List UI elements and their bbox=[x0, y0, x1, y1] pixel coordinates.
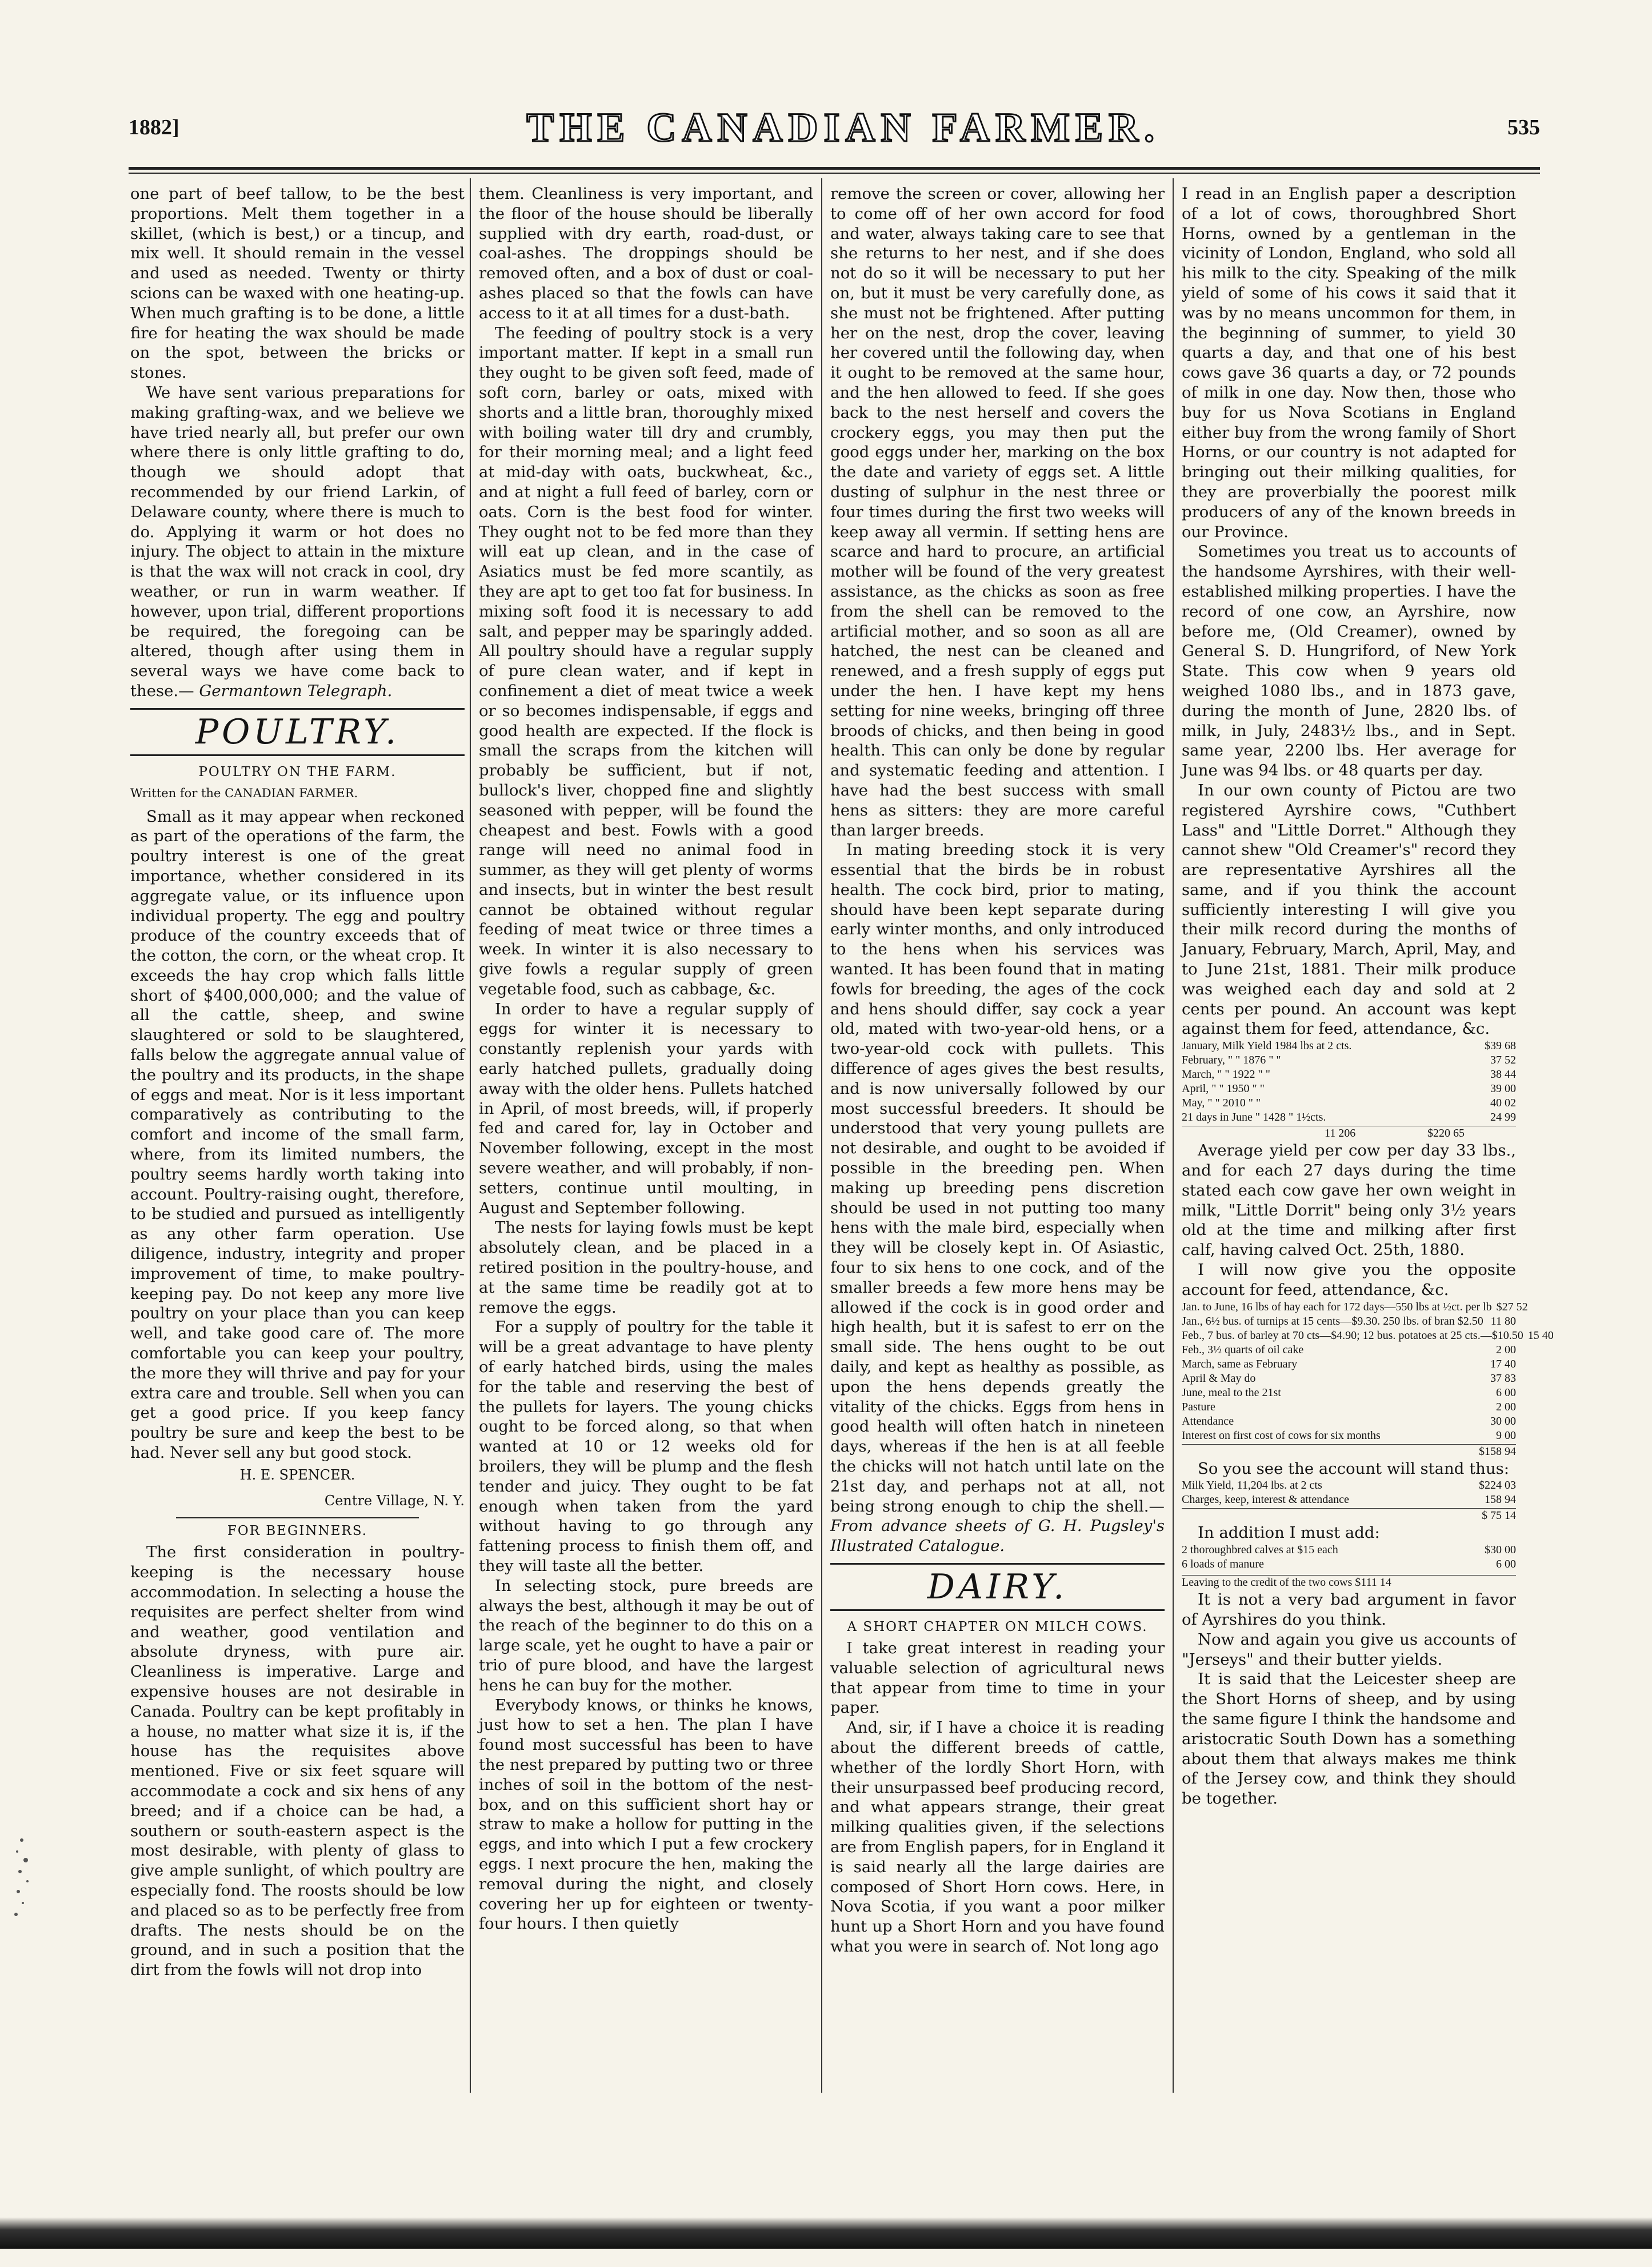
table-row bbox=[1182, 1414, 1516, 1429]
page-header bbox=[129, 104, 1540, 150]
paragraph: It is said that the Leicester sheep are the Short Horns of sheep, and by using the same figure I think the handsome and aristocratic South Down has a something about them that always makes me think of the Jersey cow, and think they should be together. bbox=[1182, 1670, 1516, 1808]
paragraph: The first consideration in poultry-keeping is the necessary house accommodation. In selecting a house the requisites are perfect shelter from wind and weather, good ventilation and absolute dryness, with pure air. Cleanliness is imperative. Large and expensive houses are not desirable in Canada. Poultry can be kept profitably in a house, no matter what size it is, if the house has the requisites above mentioned. Five or six feet square will accommodate a cock and six hens of any breed; and if a choice can be had, a southern or south-eastern aspect is the most desirable, with plenty of glass to give ample sunlight, of which poultry are especially fond. The roosts should be low and placed so as to be perfectly free from drafts. The nests should be on the ground, and in such a position that the dirt from the fowls will not drop into bbox=[130, 1543, 465, 1980]
table-row bbox=[1182, 1478, 1516, 1493]
row-amount: 40 02 bbox=[1490, 1097, 1516, 1110]
row-label: 21 days in June " 1428 " 1½cts. bbox=[1182, 1111, 1326, 1124]
row-label: Feb., 7 bus. of barley at 70 cts—$4.90; 12 bus. potatoes at 25 cts.—$10.50 bbox=[1182, 1329, 1523, 1342]
row-label: March, same as February bbox=[1182, 1357, 1298, 1370]
table-row bbox=[1182, 1096, 1516, 1110]
author-name: H. E. SPENCER. bbox=[239, 1466, 355, 1483]
header-rule-thin bbox=[129, 173, 1540, 174]
column-4 bbox=[1182, 184, 1554, 2098]
total-amount: $220 65 bbox=[1427, 1127, 1465, 1140]
paragraph: In our own county of Pictou are two registered Ayrshire cows, "Cuthbert Lass" and "Little Dorret." Although they cannot shew "Old Creamer's" record they are representative Ayrshires all the same, and if you think the account sufficiently interesting I will give you their milk record during the months of January, February, March, April, May, and to June 21st, 1881. Their milk produce was weighed each day and sold at 2 cents per pound. An account was kept against them for feed, attendance, &c. bbox=[1182, 781, 1516, 1038]
row-label: Pasture bbox=[1182, 1400, 1215, 1413]
row-label: April, " " 1950 " " bbox=[1182, 1082, 1265, 1095]
table-row bbox=[1182, 1039, 1516, 1053]
row-label: April & May do bbox=[1182, 1372, 1256, 1385]
row-amount: $39 68 bbox=[1485, 1039, 1516, 1053]
paragraph: So you see the account will stand thus: bbox=[1198, 1459, 1509, 1478]
row-amount: 9 00 bbox=[1496, 1429, 1516, 1442]
row-label: Attendance bbox=[1182, 1414, 1234, 1428]
total-lbs: 11 206 bbox=[1325, 1127, 1356, 1140]
column-1 bbox=[130, 184, 465, 2098]
paragraph: I read in an English paper a description of a lot of cows, thoroughbred Short Horns, owned by a gentleman in the vicinity of London, England, who sold all his milk to the city. Speaking of the milk yield of some of his cows it said that it was by no means uncommon for them, in the beginning of summer, to yield 30 quarts a day, and that one of his best cows gave 36 quarts a day, or 72 pounds of milk in one day. Now then, those who buy for us Nova Scotians in England either buy from the wrong family of Short Horns, or our country is not adapted for bringing out their milking qualities, for they are proverbially the poorest milk producers of any of the known breeds in our Province. bbox=[1182, 185, 1516, 541]
row-label: May, " " 2010 " " bbox=[1182, 1097, 1261, 1110]
paragraph: I take great interest in reading your valuable selection of agricultural news that appear from time to time in your paper. bbox=[830, 1638, 1165, 1717]
row-amount: 37 83 bbox=[1490, 1372, 1516, 1385]
table-row bbox=[1182, 1557, 1516, 1572]
paragraph: In addition I must add: bbox=[1198, 1524, 1380, 1542]
row-label: March, " " 1922 " " bbox=[1182, 1068, 1270, 1081]
row-amount: 37 52 bbox=[1490, 1054, 1516, 1067]
row-label: Charges, keep, interest & attendance bbox=[1182, 1493, 1349, 1506]
header-rule bbox=[129, 167, 1540, 170]
paragraph: I will now give you the opposite account for feed, attendance, &c. bbox=[1182, 1261, 1516, 1299]
column-3 bbox=[830, 184, 1165, 2098]
column-2 bbox=[479, 184, 813, 2098]
paragraph: And, sir, if I have a choice it is reading about the different breeds of cattle, whether of the lordly Short Horn, with their unsurpassed beef producing record, and what appears strange, their great milking qualities given, if the selections are from English papers, for in England it is said nearly all the large dairies are composed of Short Horn cows. Here, in Nova Scotia, if you want a poor milker hunt up a Short Horn and you have found what you were in search of. Not long ago bbox=[830, 1718, 1165, 1956]
row-label: June, meal to the 21st bbox=[1182, 1386, 1281, 1399]
table-row bbox=[1182, 1386, 1516, 1400]
row-amount: $224 03 bbox=[1479, 1479, 1516, 1492]
feed-account-table bbox=[1182, 1300, 1554, 1459]
row-amount: $30 00 bbox=[1485, 1544, 1516, 1557]
paragraph: Average yield per cow per day 33 lbs., and for each 27 days during the time stated each cow gave her own weight in milk, "Little Dorrit" being only 3½ years old at the time and milking after first calf, having calved Oct. 25th, 1880. bbox=[1182, 1141, 1516, 1260]
paragraph: For a supply of poultry for the table it will be a great advantage to have plenty of early hatched birds, using the males for the table and reserving the best of the pullets for layers. The young chicks ought to be forced along, so that when wanted at 10 or 12 weeks old for broilers, they will be plump and the flesh tender and juicy. They ought to be fat enough when taken from the yard without having to go through any fattening process to finish them off, and they will taste all the better. bbox=[479, 1318, 813, 1575]
row-amount: 15 40 bbox=[1527, 1329, 1554, 1342]
milk-record-table bbox=[1182, 1039, 1516, 1141]
balance-table bbox=[1182, 1478, 1516, 1523]
table-row bbox=[1182, 1300, 1528, 1314]
row-label: February, " " 1876 " " bbox=[1182, 1054, 1281, 1067]
row-label: Milk Yield, 11,204 lbs. at 2 cts bbox=[1182, 1479, 1322, 1492]
paragraph-text: We have sent various preparations for making grafting-wax, and we believe we have tried nearly all, but prefer our own where there is only little grafting to do, though we should adopt that recommended by our friend Larkin, of Delaware county, where there is much to do. Applying it warm or hot does no injury. The object to attain in the mixture is that the wax will not crack in cool, dry weather, or run in warm weather. If however, upon trial, different proportions be required, the foregoing can be altered, though after using them in several ways we have come back to these.— bbox=[130, 383, 465, 700]
table-row bbox=[1182, 1314, 1516, 1329]
row-amount: 38 44 bbox=[1490, 1068, 1516, 1081]
table-row bbox=[1182, 1067, 1516, 1082]
row-label: Interest on first cost of cows for six months bbox=[1182, 1429, 1381, 1442]
table-total: $158 94 bbox=[1182, 1444, 1516, 1459]
paragraph: Now and again you give us accounts of "Jerseys" and their butter yields. bbox=[1182, 1630, 1516, 1669]
column-divider bbox=[821, 178, 822, 2093]
paragraph bbox=[830, 840, 1165, 1556]
paragraph: Small as it may appear when reckoned as part of the operations of the farm, the poultry interest is one of the great importance, whether considered in its aggregate value, or its influence upon individual property. The egg and poultry produce of the country exceeds that of the cotton, the corn, or the wheat crop. It exceeds the hay crop which falls little short of $400,000,000; and the value of all the cattle, sheep, and swine slaughtered or sold to be slaughtered, falls below the aggregate annual value of the poultry and its products, in the shape of eggs and meat. Nor is it less important comparatively as contributing to the comfort and income of the small farm, where, from its limited numbers, the poultry seems hardly worth taking into account. Poultry-raising ought, therefore, to be studied and pursued as intelligently as any other farm operation. Use diligence, industry, integrity and proper improvement of time, to make poultry-keeping pay. Do not keep any more live poultry on your place than you can keep well, and take good care of. The more comfortable you can keep your poultry, the more they will thrive and pay for your extra care and trouble. Sell when you can get a good price. If you keep fancy poultry be sure and keep the best to be had. Never sell any but good stock. bbox=[130, 807, 465, 1462]
paragraph-text: In mating breeding stock it is very essential that the birds be in robust health. The cock bird, prior to mating, should have been kept separate during early winter months, and only introduced to the hens when his services was wanted. It has been found that in mating fowls for breeding, the ages of the cock and hens should differ, say cock a year old, mated with two-year-old hens, or a two-year-old cock with pullets. This difference of ages gives the best results, and is now universally followed by our most successful breeders. It should be understood that very young pullets are not desirable, and ought to be avoided if possible in the breeding pen. When making up breeding pens discretion should be used in not putting too many hens with the male bird, especially when they will be closely kept in. Of Asiastic, four to six hens to one cock, and of the smaller breeds a few more hens may be allowed if the cock is in good order and high health, but it is safest to err on the small side. The hens ought to be out daily, and kept as healthy as possible, as upon the hens depends greatly the vitality of the chicks. Eggs from hens in good health will often hatch in nineteen days, whereas if the hen is at all feeble the chicks will not hatch until late on the 21st day, and perhaps not at all, not being strong enough to chip the shell.— bbox=[830, 841, 1165, 1516]
paragraph: them. Cleanliness is very important, and the floor of the house should be liberally supplied with dry earth, road-dust, or coal-ashes. The droppings should be removed often, and a box of dust or coal-ashes placed so that the fowls can have access to it at all times for a dust-bath. bbox=[479, 185, 813, 322]
row-label: 6 loads of manure bbox=[1182, 1558, 1264, 1571]
page-number: 535 bbox=[1507, 115, 1540, 139]
row-label: January, Milk Yield 1984 lbs at 2 cts. bbox=[1182, 1039, 1352, 1053]
row-amount: 30 00 bbox=[1490, 1414, 1516, 1428]
margin-specks-icon bbox=[6, 1829, 37, 1926]
table-row bbox=[1182, 1400, 1516, 1414]
row-amount: 17 40 bbox=[1490, 1357, 1516, 1370]
row-label: Jan. to June, 16 lbs of hay each for 172 days—550 lbs at ½ct. per lb bbox=[1182, 1300, 1492, 1313]
paragraph: remove the screen or cover, allowing her to come off of her own accord for food and water, always taking care to see that she returns to her nest, and if she does not do so it will be necessary to put her on, but it must be very carefully done, as she must not be frightened. After putting her on the nest, drop the cover, leaving her covered until the following day, when it ought to be removed at the same hour, and the hen allowed to feed. If she goes back to the nest herself and covers the crockery eggs, you may then put the good eggs under her, marking on the box the date and variety of eggs set. A little dusting of sulphur in the nest three or four times during the first two weeks will keep away all vermin. If setting hens are scarce and hard to procure, an artificial mother will be found of the very greatest assistance, as the chicks as soon as free from the shell can be removed to the artificial mother, and so soon as all are hatched, the nest can be cleaned and renewed, and a fresh supply of eggs put under the hen. I have kept my hens setting for nine weeks, bringing off three broods of chicks, and then being in good health. This can only be done by regular and systematic feeding and attention. I have had the best success with small hens as sitters: they are more careful than larger breeds. bbox=[830, 185, 1165, 839]
table-row bbox=[1182, 1429, 1516, 1443]
row-label: Jan., 6½ bus. of turnips at 15 cents—$9.30. 250 lbs. of bran $2.50 bbox=[1182, 1314, 1483, 1328]
credit-line: Leaving to the credit of the two cows $111 14 bbox=[1182, 1575, 1516, 1590]
paragraph: one part of beef tallow, to be the best proportions. Melt them together in a skillet, (which is best,) or a tincup, and mix well. It should remain in the vessel and used as needed. Twenty or thirty scions can be waxed with one heating-up. When much grafting is to be done, a little fire for heating the wax should be made on the spot, between the bricks or stones. bbox=[130, 185, 465, 382]
paragraph bbox=[130, 383, 465, 701]
paragraph: It is not a very bad argument in favor of Ayrshires do you think. bbox=[1182, 1590, 1516, 1629]
paragraph: Sometimes you treat us to accounts of the handsome Ayrshires, with their well-established milking properties. I have the record of one cow, an Ayrshire, now before me, (Old Creamer), owned by General S. D. Hungriford, of New York State. This cow when 9 years old weighed 1080 lbs., and in 1873 gave, during the month of June, 2820 lbs. of milk, in July, 2483½ lbs., and in Sept. same year, 2200 lbs. Her average for June was 94 lbs. or 48 quarts per day. bbox=[1182, 542, 1516, 780]
table-row bbox=[1182, 1329, 1554, 1343]
article-title: POULTRY ON THE FARM. bbox=[198, 764, 397, 779]
row-amount: 158 94 bbox=[1485, 1493, 1516, 1506]
byline: Written for the CANADIAN FARMER. bbox=[130, 786, 358, 800]
table-row bbox=[1182, 1343, 1516, 1357]
source-credit: Germantown Telegraph. bbox=[199, 681, 393, 700]
addition-table bbox=[1182, 1543, 1516, 1590]
row-amount: 6 00 bbox=[1496, 1386, 1516, 1399]
table-row bbox=[1182, 1543, 1516, 1557]
section-heading-dairy: DAIRY. bbox=[830, 1563, 1165, 1611]
row-label: Feb., 3½ quarts of oil cake bbox=[1182, 1343, 1304, 1356]
table-total: $ 75 14 bbox=[1182, 1508, 1516, 1523]
paragraph: The nests for laying fowls must be kept absolutely clean, and be placed in a retired position in the poultry-house, and at the same time be readily got at to remove the eggs. bbox=[479, 1218, 813, 1317]
paragraph: In order to have a regular supply of eggs for winter it is necessary to constantly replenish your yards with early hatched pullets, gradually doing away with the older hens. Pullets hatched in April, of most breeds, will, if properly fed and cared for, lay in October and November following, except in the most severe weather, and will probably, if non-setters, continue until moulting, in August and September following. bbox=[479, 999, 813, 1217]
article-title: FOR BEGINNERS. bbox=[176, 1517, 419, 1539]
column-divider bbox=[470, 178, 471, 2093]
row-amount: 6 00 bbox=[1496, 1558, 1516, 1571]
table-row bbox=[1182, 1082, 1516, 1096]
row-amount: 39 00 bbox=[1490, 1082, 1516, 1095]
table-total bbox=[1182, 1126, 1516, 1141]
table-row bbox=[1182, 1493, 1516, 1507]
column-divider bbox=[1173, 178, 1174, 2093]
row-amount: 2 00 bbox=[1496, 1400, 1516, 1413]
row-amount: 11 80 bbox=[1490, 1314, 1516, 1328]
table-row bbox=[1182, 1053, 1516, 1067]
author-place: Centre Village, N. Y. bbox=[324, 1492, 465, 1509]
paragraph: The feeding of poultry stock is a very important matter. If kept in a small run they ought to be given soft feed, made of soft corn, barley or oats, mixed with shorts and a little bran, thoroughly mixed with boiling water till dry and crumbly, for their morning meal; and a light feed at mid-day with oats, buckwheat, &c., and at night a full feed of barley, corn or oats. Corn is the best food for winter. They ought not to be fed more than they will eat up clean, and in the case of Asiatics must be fed more scantily, as they are apt to get too fat for business. In mixing soft food it is necessary to add salt, and pepper may be sparingly added. All poultry should have a regular supply of pure clean water, and if kept in confinement a diet of meat twice a week or so becomes indispensable, if eggs and good health are expected. If the flock is small the scraps from the kitchen will probably be sufficient, but if not, bullock's liver, chopped fine and slightly seasoned with pepper, will be found the cheapest and best. Fowls with a good range will need no animal food in summer, as they will get plenty of worms and insects, but in winter the best result cannot be obtained without regular feeding of meat twice or three times a week. In winter it is also necessary to give fowls a regular supply of green vegetable food, such as cabbage, &c. bbox=[479, 323, 813, 998]
issue-date: 1882] bbox=[129, 115, 179, 139]
table-row bbox=[1182, 1372, 1516, 1386]
row-amount: 2 00 bbox=[1496, 1343, 1516, 1356]
masthead-title: THE CANADIAN FARMER. bbox=[526, 104, 1161, 150]
table-row bbox=[1182, 1357, 1516, 1372]
paragraph: Everybody knows, or thinks he knows, just how to set a hen. The plan I have found most successful has been to have the nest prepared by putting two or three inches of soil in the bottom of the nest-box, and on this sufficient short hay or straw to make a hollow for putting in the eggs, and into which I put a few crockery eggs. I next procure the hen, making the removal during the night, and closely covering her up for eighteen or twenty-four hours. I then quietly bbox=[479, 1696, 813, 1933]
source-credit: From advance sheets of G. H. Pugsley's Illustrated Catalogue. bbox=[830, 1517, 1165, 1556]
page-bottom-edge bbox=[0, 2217, 1652, 2249]
table-row bbox=[1182, 1110, 1516, 1125]
paragraph: In selecting stock, pure breeds are always the best, although it may be out of the reach of the beginner to do this on a large scale, yet he ought to have a pair or trio of pure blood, and have the largest hens he can buy for the mother. bbox=[479, 1576, 813, 1694]
row-amount: $27 52 bbox=[1496, 1300, 1528, 1313]
row-label: 2 thoroughbred calves at $15 each bbox=[1182, 1544, 1338, 1557]
row-amount: 24 99 bbox=[1490, 1111, 1516, 1124]
article-title: A SHORT CHAPTER ON MILCH COWS. bbox=[847, 1619, 1148, 1634]
section-heading-poultry: POULTRY. bbox=[130, 708, 465, 756]
